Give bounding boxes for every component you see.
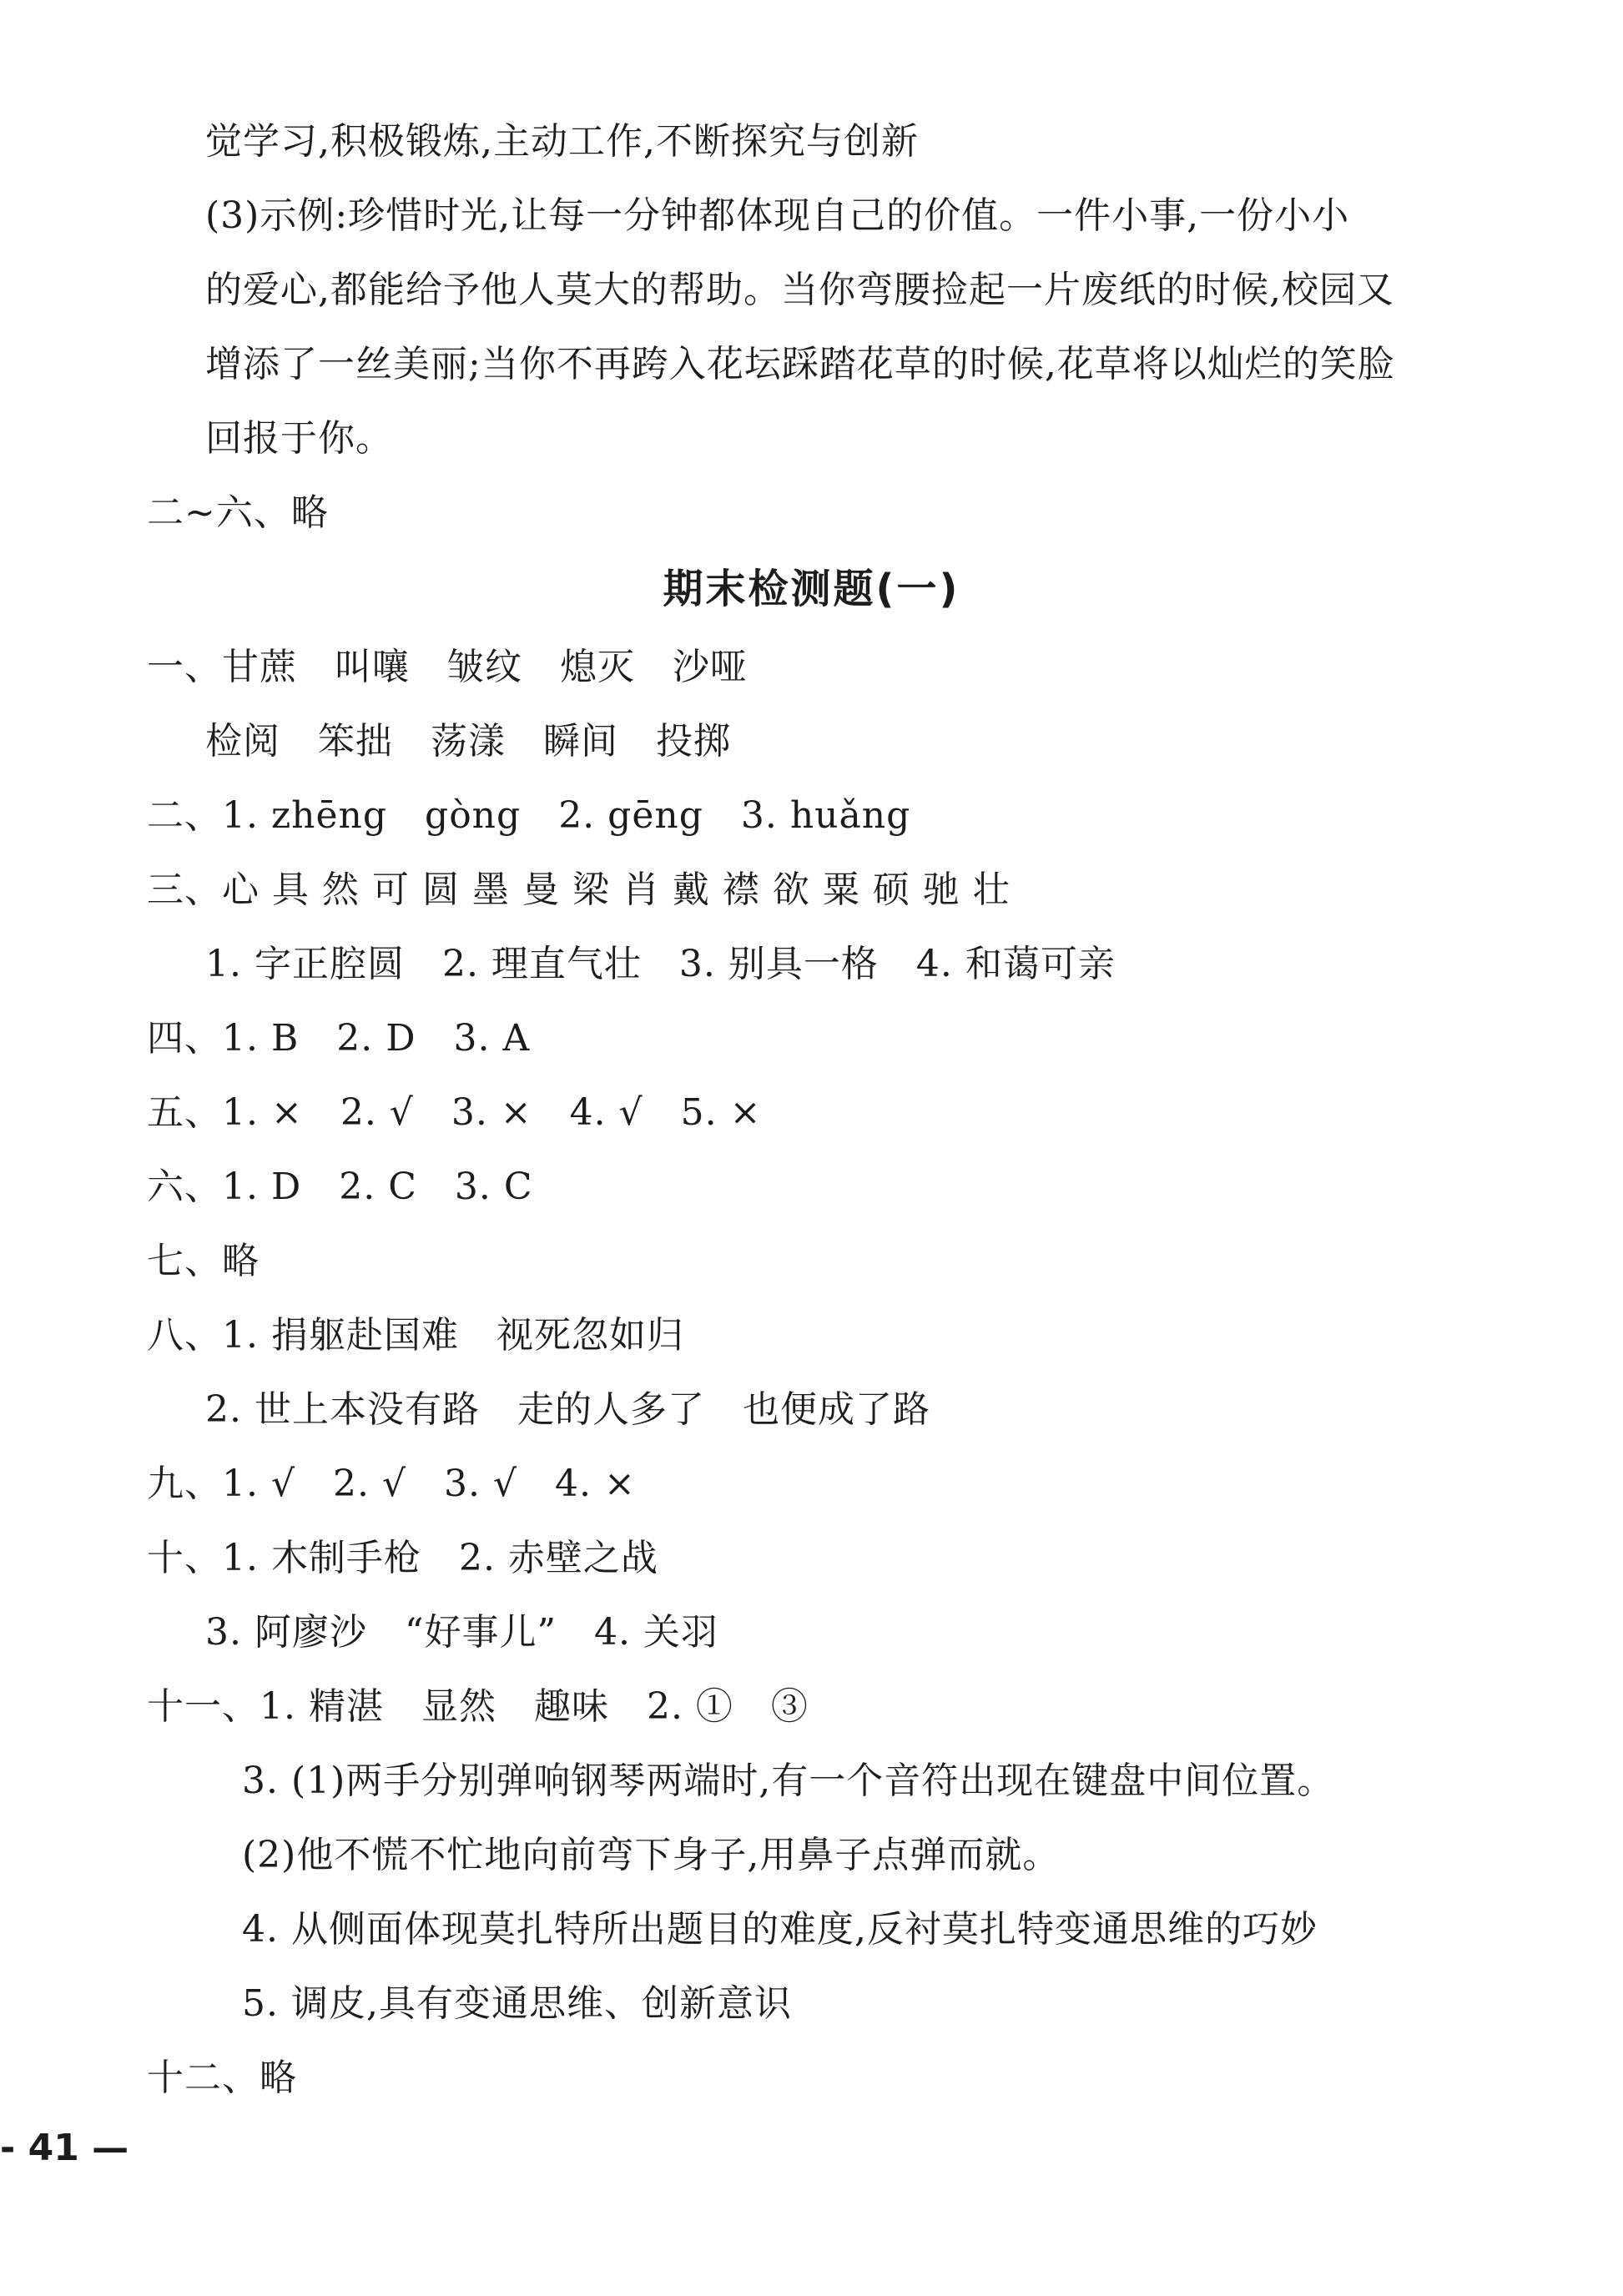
answer-line: 2. 世上本没有路 走的人多了 也便成了路 [205, 1388, 930, 1431]
answer-line: 十一、1. 精湛 显然 趣味 2. ① ③ [147, 1685, 809, 1728]
answer-line: 五、1. × 2. √ 3. × 4. √ 5. × [147, 1091, 762, 1134]
answer-line: 觉学习,积极锻炼,主动工作,不断探究与创新 [205, 120, 919, 163]
answer-line: 5. 调皮,具有变通思维、创新意识 [242, 1982, 792, 2025]
answer-line: 三、心 具 然 可 圆 墨 曼 梁 肖 戴 襟 欲 粟 硕 驰 壮 [147, 869, 1011, 911]
answer-line: 3. 阿廖沙 “好事儿” 4. 关羽 [205, 1611, 718, 1654]
answer-line: 二、1. zhēng gòng 2. gēng 3. huǎng [147, 794, 911, 837]
answer-line: (3)示例:珍惜时光,让每一分钟都体现自己的价值。一件小事,一份小小 [205, 194, 1350, 237]
answer-line: 1. 字正腔圆 2. 理直气壮 3. 别具一格 4. 和蔼可亲 [205, 943, 1116, 985]
answer-line: 的爱心,都能给予他人莫大的帮助。当你弯腰捡起一片废纸的时候,校园又 [205, 269, 1394, 311]
answer-line: 七、略 [147, 1240, 260, 1282]
answer-line: 六、1. D 2. C 3. C [147, 1166, 533, 1208]
answer-line: 3. (1)两手分别弹响钢琴两端时,有一个音符出现在键盘中间位置。 [242, 1760, 1335, 1802]
answer-line: 十、1. 木制手枪 2. 赤壁之战 [147, 1537, 658, 1579]
answer-line: 四、1. B 2. D 3. A [147, 1017, 531, 1060]
answer-line: 一、甘蔗 叫嚷 皱纹 熄灭 沙哑 [147, 646, 748, 688]
answer-line: 回报于你。 [205, 417, 393, 460]
answer-line: 检阅 笨拙 荡漾 瞬间 投掷 [205, 720, 731, 763]
answer-line: 4. 从侧面体现莫扎特所出题目的难度,反衬莫扎特变通思维的巧妙 [242, 1908, 1318, 1951]
answer-line: 十二、略 [147, 2057, 297, 2099]
section-title: 期末检测题(一) [663, 566, 960, 612]
page-number: - 41 — [0, 2127, 129, 2169]
answer-line: 二~六、略 [147, 491, 329, 534]
answer-line: 八、1. 捐躯赴国难 视死忽如归 [147, 1314, 684, 1357]
answer-line: 九、1. √ 2. √ 3. √ 4. × [147, 1463, 636, 1505]
answer-line: (2)他不慌不忙地向前弯下身子,用鼻子点弹而就。 [242, 1834, 1061, 1876]
answer-line: 增添了一丝美丽;当你不再跨入花坛踩踏花草的时候,花草将以灿烂的笑脸 [205, 343, 1395, 385]
